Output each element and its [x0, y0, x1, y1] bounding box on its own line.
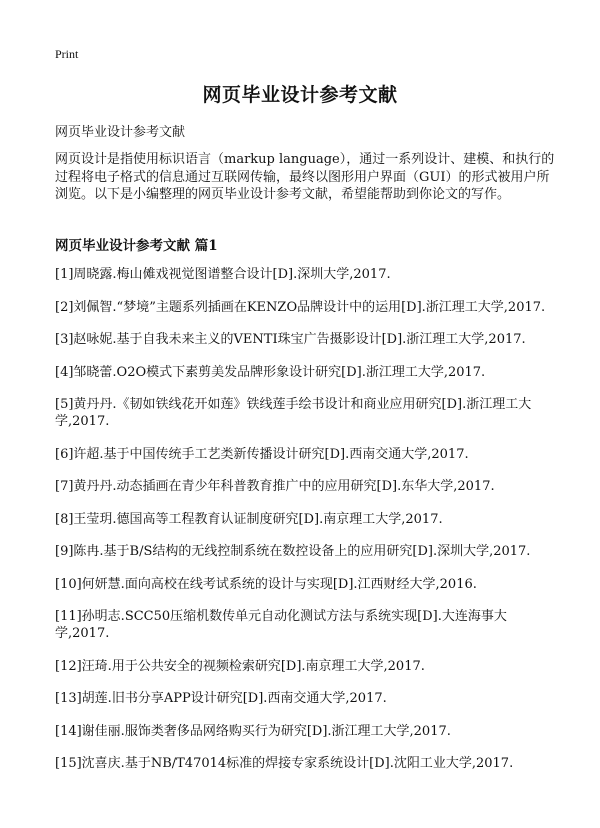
reference-item: [9]陈冉.基于B/S结构的无线控制系统在数控设备上的应用研究[D].深圳大学,2017. [55, 544, 531, 559]
print-link[interactable]: Print [55, 47, 79, 61]
reference-item: [1]周晓露.梅山傩戏视觉图谱整合设计[D].深圳大学,2017. [55, 267, 391, 282]
reference-item: [7]黄丹丹.动态插画在青少年科普教育推广中的应用研究[D].东华大学,2017. [55, 479, 495, 494]
reference-item: [15]沈喜庆.基于NB/T47014标准的焊接专家系统设计[D].沈阳工业大学,2017. [55, 756, 514, 771]
reference-item: [2]刘佩智.“梦境”主题系列插画在KENZO品牌设计中的运用[D].浙江理工大学,2017. [55, 299, 546, 315]
reference-item: [3]赵咏妮.基于自我未来主义的VENTI珠宝广告摄影设计[D].浙江理工大学,2017. [55, 332, 526, 347]
section-heading: 网页毕业设计参考文献 篇1 [55, 238, 218, 254]
reference-item: [13]胡莲.旧书分享APP设计研究[D].西南交通大学,2017. [55, 691, 387, 706]
reference-item: [14]谢佳丽.服饰类奢侈品网络购买行为研究[D].浙江理工大学,2017. [55, 723, 451, 739]
intro-paragraph: 网页设计是指使用标识语言（markup language），通过一系列设计、建模、和执行的过程将电子格式的信息通过互联网传输，最终以图形用户界面（GUI）的形式被用户所浏览。以下是小编整理的网页毕业设计参考文献，希望能帮助到你论文的写作。 [55, 152, 555, 202]
reference-item: [8]王莹玥.德国高等工程教育认证制度研究[D].南京理工大学,2017. [55, 511, 443, 527]
page-title: 网页毕业设计参考文献 [202, 84, 398, 106]
subtitle: 网页毕业设计参考文献 [55, 125, 186, 140]
reference-item: [10]何妍慧.面向高校在线考试系统的设计与实现[D].江西财经大学,2016. [55, 576, 477, 592]
reference-list [55, 266, 555, 788]
reference-item: [12]汪琦.用于公共安全的视频检索研究[D].南京理工大学,2017. [55, 658, 425, 674]
reference-item: [4]邹晓蕾.O2O模式下素剪美发品牌形象设计研究[D].浙江理工大学,2017. [55, 364, 486, 380]
reference-item: [5]黄丹丹.《韧如铁线花开如莲》铁线莲手绘书设计和商业应用研究[D].浙江理工大学,2017. [55, 397, 532, 429]
reference-item: [11]孙明志.SCC50压缩机数传单元自动化测试方法与系统实现[D].大连海事大学,2017. [55, 609, 507, 641]
reference-item: [6]许超.基于中国传统手工艺类新传播设计研究[D].西南交通大学,2017. [55, 446, 469, 462]
